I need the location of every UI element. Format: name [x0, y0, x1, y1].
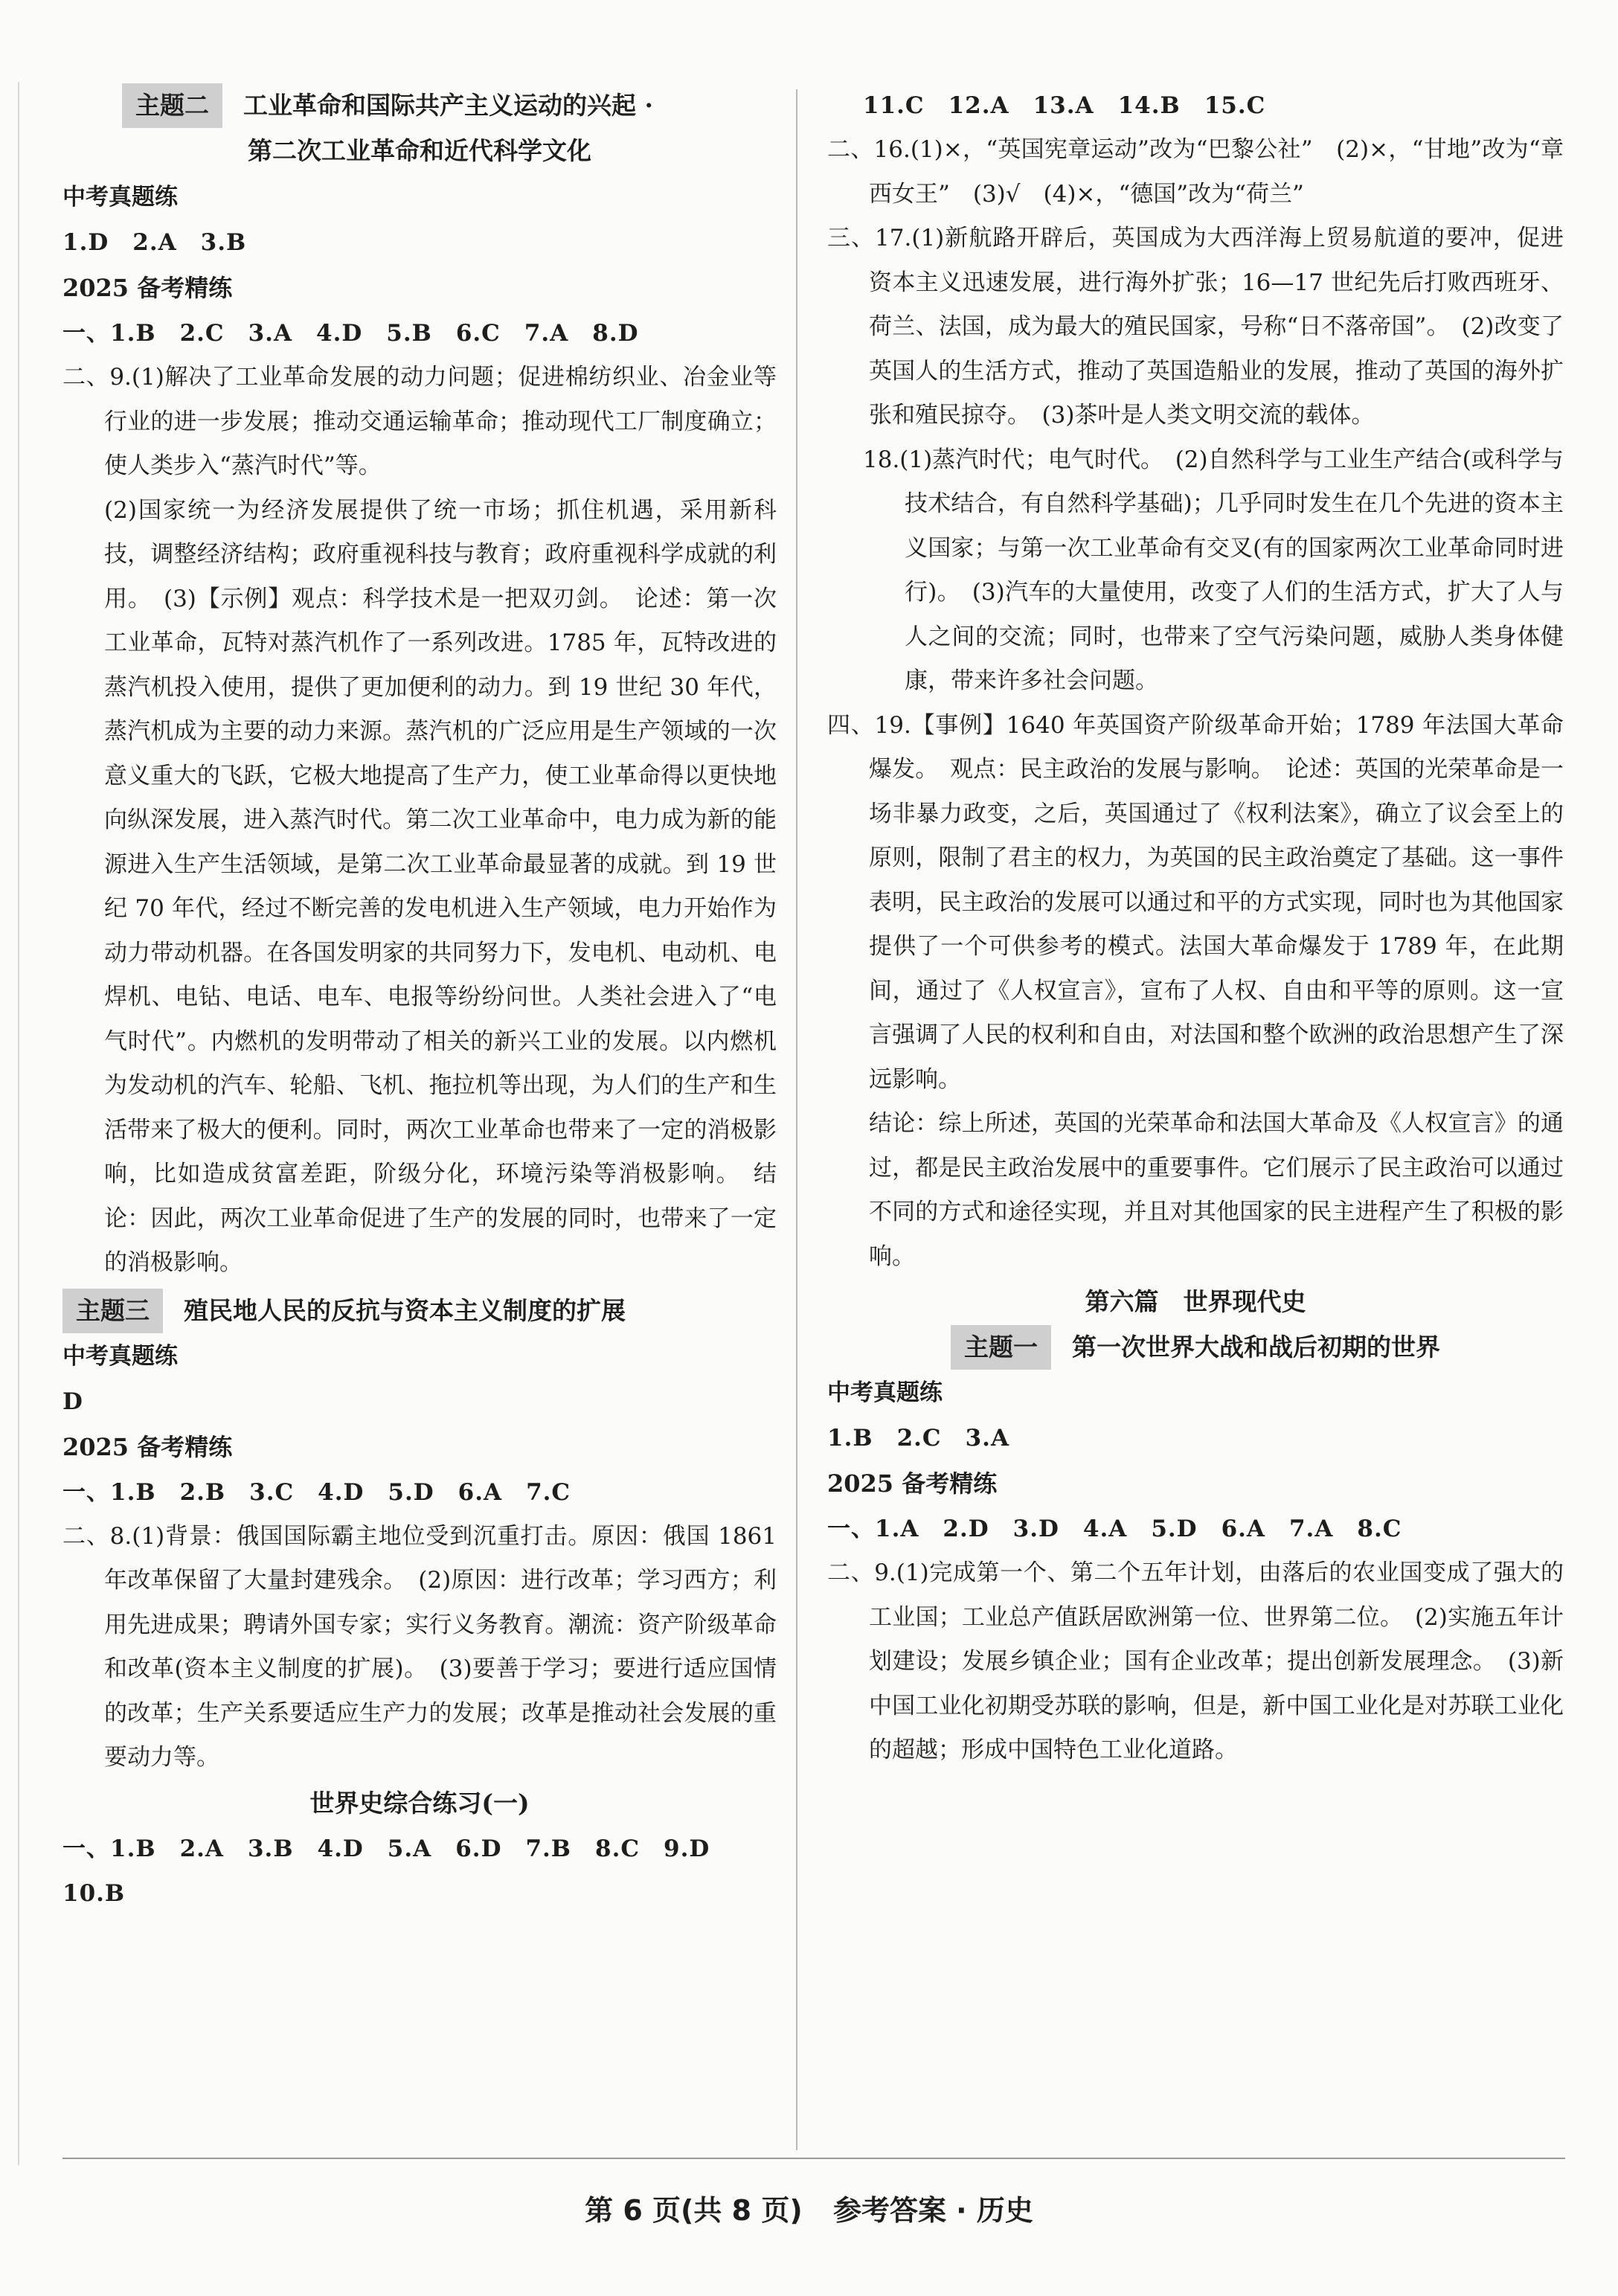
topic-2-title: 工业革命和国际共产主义运动的兴起 · [243, 91, 653, 120]
choice-answers-continued: 11.C 12.A 13.A 14.B 15.C [863, 92, 1266, 119]
t1-prep-heading: 2025 备考精练 [827, 1469, 998, 1498]
t3-prep-heading: 2025 备考精练 [62, 1432, 233, 1461]
column-divider [796, 89, 797, 2150]
q19-conclusion: 结论：综上所述，英国的光荣革命和法国大革命及《人权宣言》的通过，都是民主政治发展中的重要事件。它们展示了民主政治可以通过不同的方式和途径实现，并且对其他国家的民主进程产生了积极的影响。 [869, 1110, 1564, 1270]
q17: 三、17.(1)新航路开辟后，英国成为大西洋海上贸易航道的要冲，促进资本主义迅速发展，进行海外扩张；16—17 世纪先后打败西班牙、荷兰、法国，成为最大的殖民国家，号称“日不落帝国”。 (2)改变了英国人的生活方式，推动了英国造船业的发展，推动了英国的海外扩张和殖民掠夺。 (3)茶叶是人类文明交流的载体。 [827, 225, 1564, 429]
q16: 二、16.(1)×，“英国宪章运动”改为“巴黎公社” (2)×，“甘地”改为“章西女王” (3)√ (4)×，“德国”改为“荷兰” [827, 136, 1564, 208]
t1-q9: 二、9.(1)完成第一个、第二个五年计划，由落后的农业国变成了强大的工业国；工业总产值跃居欧洲第一位、世界第二位。 (2)实施五年计划建设；发展乡镇企业；国有企业改革；提出创新发展理念。 (3)新中国工业化初期受苏联的影响，但是，新中国工业化是对苏联工业化的超越；形成中国特色工业化道路。 [827, 1559, 1564, 1763]
topic-2-header [62, 83, 777, 128]
t2-q9-part2: (2)国家统一为经济发展提供了统一市场；抓住机遇，采用新科技，调整经济结构；政府重视科技与教育；政府重视科学成就的利用。 (3)【示例】观点：科学技术是一把双刃剑。 论述：第一次工业革命，瓦特对蒸汽机作了一系列改进。1785 年，瓦特改进的蒸汽机投入使用，提供了更加便利的动力。到 19 世纪 30 年代，蒸汽机成为主要的动力来源。蒸汽机的广泛应用是生产领域的一次意义重大的飞跃，它极大地提高了生产力，使工业革命得以更快地向纵深发展，进入蒸汽时代。第二次工业革命中，电力成为新的能源进入生产生活领域，是第二次工业革命最显著的成就。到 19 世纪 70 年代，经过不断完善的发电机进入生产领域，电力开始作为动力带动机器。在各国发明家的共同努力下，发电机、电动机、电焊机、电钻、电话、电车、电报等纷纷问世。人类社会进入了“电气时代”。内燃机的发明带动了相关的新兴工业的发展。以内燃机为发动机的汽车、轮船、飞机、拖拉机等出现，为人们的生产和生活带来了极大的便利。同时，两次工业革命也带来了一定的消极影响，比如造成贫富差距，阶级分化，环境污染等消极影响。 结论：因此，两次工业革命促进了生产的发展的同时，也带来了一定的消极影响。 [104, 496, 777, 1276]
t2-choice-answers: 一、1.B 2.C 3.A 4.D 5.B 6.C 7.A 8.D [62, 320, 639, 347]
t2-exam-answers: 1.D 2.A 3.B [62, 229, 247, 256]
topic-1-header [827, 1325, 1564, 1370]
topic-3-title: 殖民地人民的反抗与资本主义制度的扩展 [184, 1295, 626, 1325]
t1-exam-answers: 1.B 2.C 3.A [827, 1425, 1010, 1452]
practice-choice-answers: 一、1.B 2.A 3.B 4.D 5.A 6.D 7.B 8.C 9.D 10.B [62, 1835, 734, 1907]
footer-label: 参考答案 · 历史 [832, 2194, 1033, 2227]
footer-rule [62, 2158, 1565, 2159]
page-footer [0, 2187, 1618, 2228]
topic-3-tag: 主题三 [62, 1289, 163, 1333]
t3-q8: 二、8.(1)背景：俄国国际霸主地位受到沉重打击。原因：俄国 1861 年改革保留了大量封建残余。 (2)原因：进行改革；学习西方；利用先进成果；聘请外国专家；实行义务教育。潮流：资产阶级革命和改革(资本主义制度的扩展)。 (3)要善于学习；要进行适应国情的改革；生产关系要适应生产力的发展；改革是推动社会发展的重要动力等。 [62, 1522, 777, 1771]
q18: 18.(1)蒸汽时代；电气时代。 (2)自然科学与工业生产结合(或科学与技术结合，有自然科学基础)；几乎同时发生在几个先进的资本主义国家；与第一次工业革命有交叉(有的国家两次工业革命同时进行)。 (3)汽车的大量使用，改变了人们的生活方式，扩大了人与人之间的交流；同时，也带来了空气污染问题，威胁人类身体健康，带来许多社会问题。 [863, 446, 1564, 694]
practice-title: 世界史综合练习(一) [309, 1788, 530, 1818]
topic-2-tag: 主题二 [122, 83, 222, 128]
topic-2-subtitle: 第二次工业革命和近代科学文化 [248, 136, 591, 165]
page-number: 第 6 页(共 8 页) [585, 2194, 803, 2227]
t3-exam-answers: D [62, 1388, 83, 1415]
t3-choice-answers: 一、1.B 2.B 3.C 4.D 5.D 6.A 7.C [62, 1478, 571, 1506]
t2-q9-part1: 二、9.(1)解决了工业革命发展的动力问题；促进棉纺织业、冶金业等行业的进一步发展；推动交通运输革命；推动现代工厂制度确立；使人类步入“蒸汽时代”等。 [62, 364, 777, 479]
topic-3-header [62, 1289, 777, 1333]
left-column [62, 83, 777, 1916]
topic-1-title: 第一次世界大战和战后初期的世界 [1072, 1333, 1440, 1362]
t1-choice-answers: 一、1.A 2.D 3.D 4.A 5.D 6.A 7.A 8.C [827, 1516, 1402, 1542]
q19: 四、19.【事例】1640 年英国资产阶级革命开始；1789 年法国大革命爆发。 观点：民主政治的发展与影响。 论述：英国的光荣革命是一场非暴力政变，之后，英国通过了《权利法案》，确立了议会至上的原则，限制了君主的权力，为英国的民主政治奠定了基础。这一事件表明，民主政治的发展可以通过和平的方式实现，同时也为其他国家提供了一个可供参考的模式。法国大革命爆发于 1789 年，在此期间，通过了《人权宣言》，宣布了人权、自由和平等的原则。这一宣言强调了人民的权利和自由，对法国和整个欧洲的政治思想产生了深远影响。 [827, 711, 1564, 1093]
t2-exam-heading: 中考真题练 [62, 184, 178, 211]
page-edge-line [18, 82, 19, 2165]
right-column [827, 83, 1564, 1773]
t1-exam-heading: 中考真题练 [827, 1379, 943, 1406]
topic-1-tag: 主题一 [951, 1325, 1051, 1370]
t3-exam-heading: 中考真题练 [62, 1342, 178, 1370]
t2-prep-heading: 2025 备考精练 [62, 274, 233, 302]
part-6-title: 第六篇 世界现代史 [1085, 1287, 1306, 1316]
